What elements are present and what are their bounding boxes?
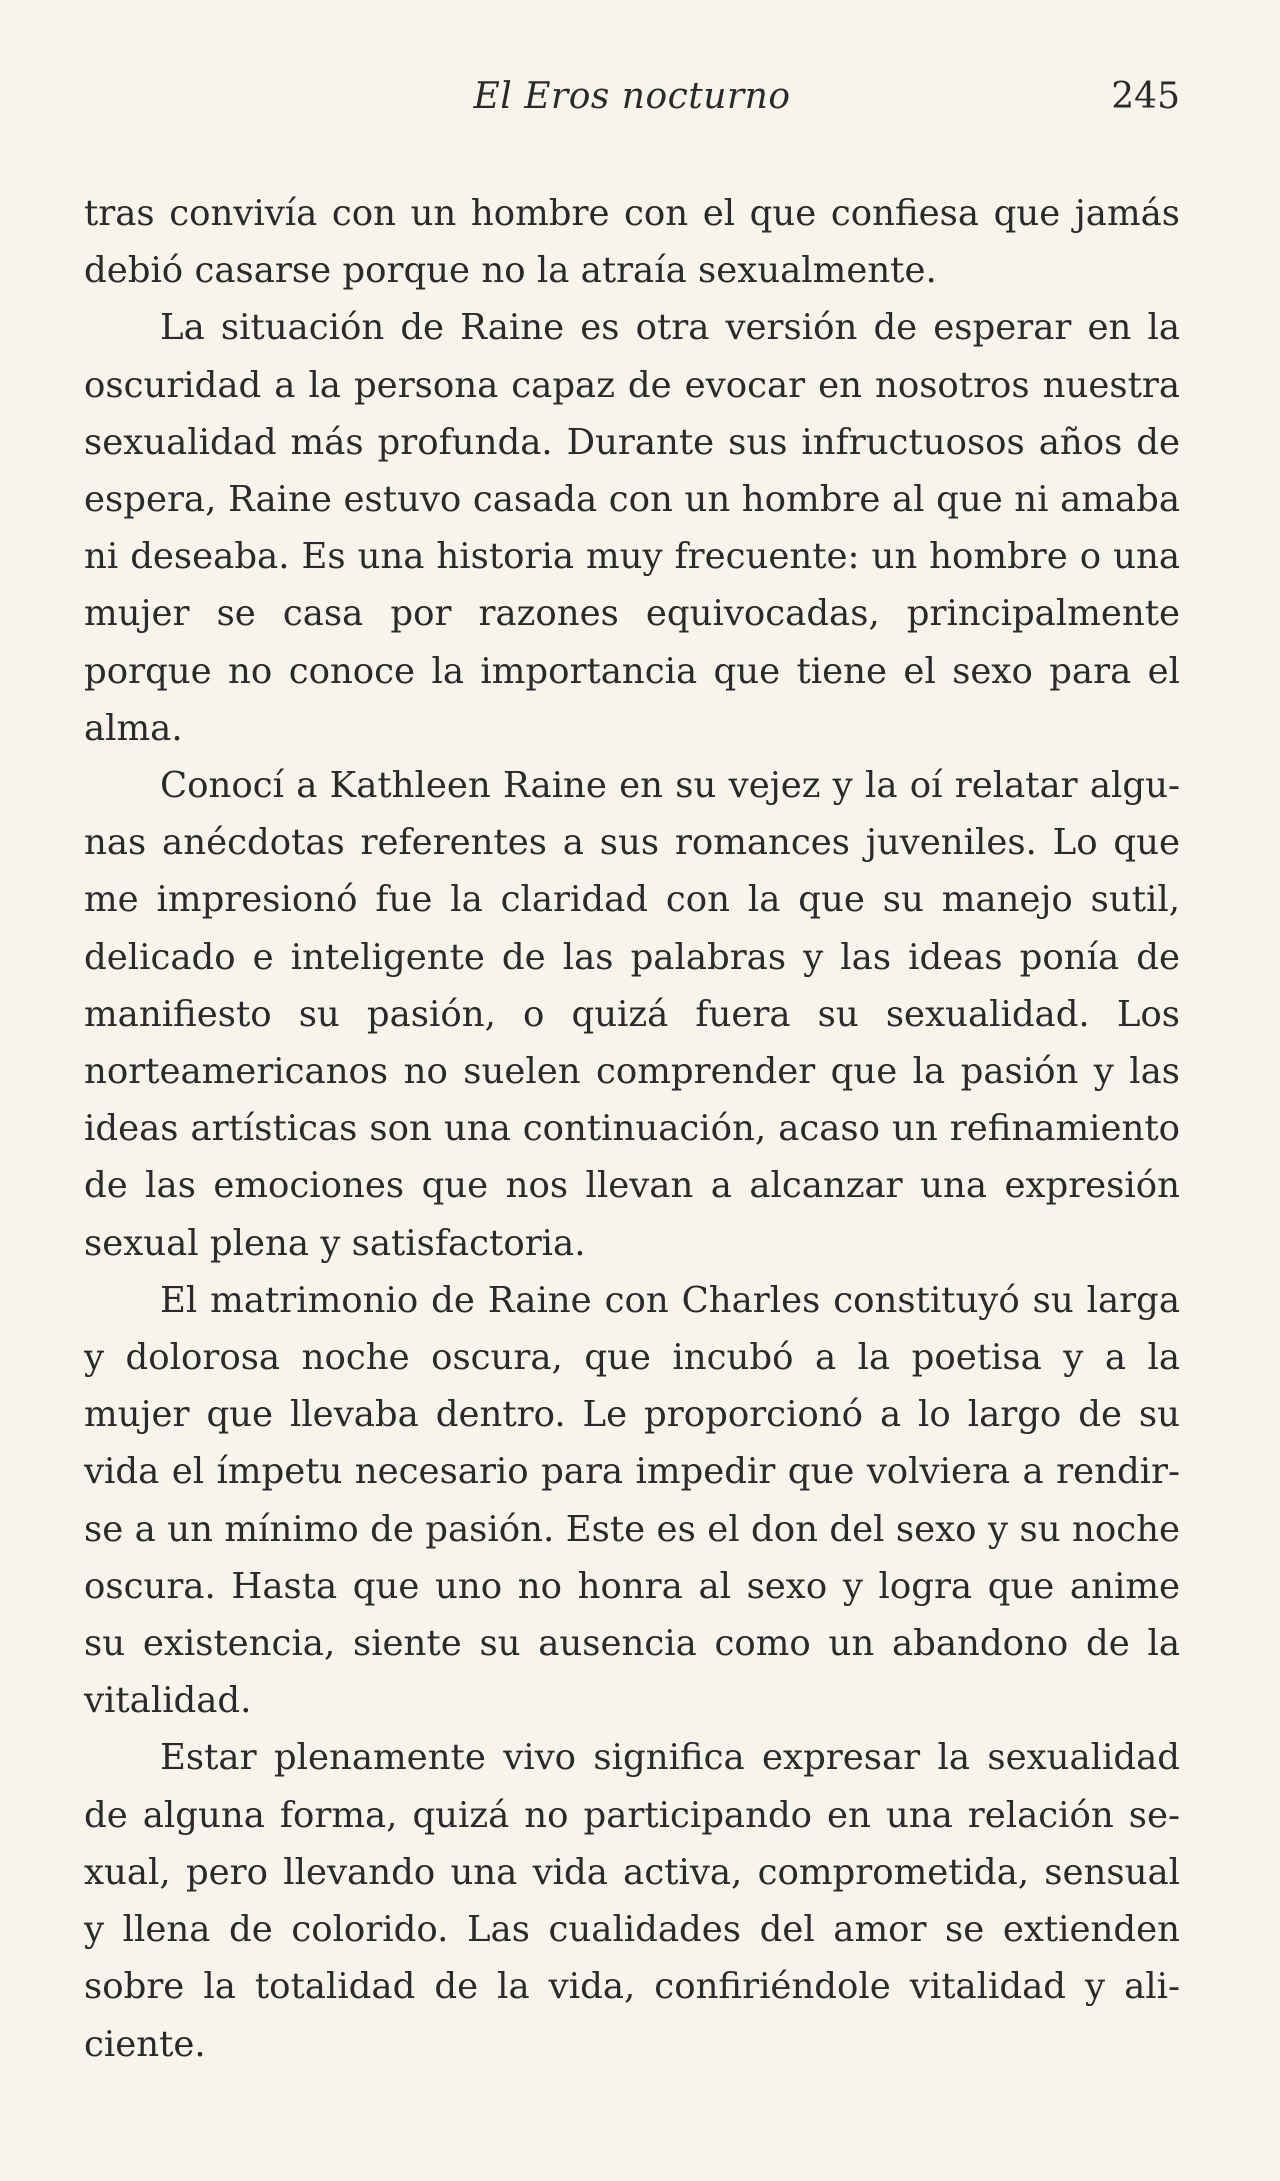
paragraph-1: tras convivía con un hombre con el que confiesa que jamás debió casarse porque no la atraía sexualmente. (84, 193, 1180, 292)
paragraph-4: El matrimonio de Raine con Charles constituyó su larga y dolorosa noche oscura, que incubó a la poetisa y a la mujer que llevaba dentro. Le proporcionó a lo largo de su vida el ímpetu necesario para impedir que volviera a rendirse a un mínimo de pasión. Este es el don del sexo y su noche oscura. Hasta que uno no honra al sexo y logra que anime su existencia, siente su ausencia como un abandono de la vitalidad. (84, 1279, 1180, 1722)
paragraph-5: Estar plenamente vivo significa expresar la sexualidad de alguna forma, quizá no participando en una relación sexual, pero llevando una vida activa, comprometida, sensual y llena de colorido. Las cualidades del amor se extienden sobre la totalidad de la vida, confiriéndole vitalidad y aliciente. (84, 1737, 1180, 2065)
paragraph-2: La situación de Raine es otra versión de esperar en la oscuridad a la persona capaz de evocar en nosotros nuestra sexualidad más profunda. Durante sus infructuosos años de espera, Raine estuvo casada con un hombre al que ni amaba ni deseaba. Es una historia muy frecuente: un hombre o una mujer se casa por razones equivocadas, principalmente porque no conoce la importancia que tiene el sexo para el alma. (84, 307, 1180, 749)
paragraph-3: Conocí a Kathleen Raine en su vejez y la oí relatar algunas anécdotas referentes a sus romances juveniles. Lo que me impresionó fue la claridad con la que su manejo sutil, delicado e inteligente de las palabras y las ideas ponía de manifiesto su pasión, o quizá fuera su sexualidad. Los norteamericanos no suelen comprender que la pasión y las ideas artísticas son una continuación, acaso un refinamiento de las emociones que nos llevan a alcanzar una expresión sexual plena y satisfactoria. (84, 765, 1180, 1264)
running-head (84, 72, 1180, 122)
page-number: 245 (1111, 76, 1180, 117)
running-title: El Eros nocturno (473, 76, 791, 117)
body-text (84, 185, 1180, 2073)
